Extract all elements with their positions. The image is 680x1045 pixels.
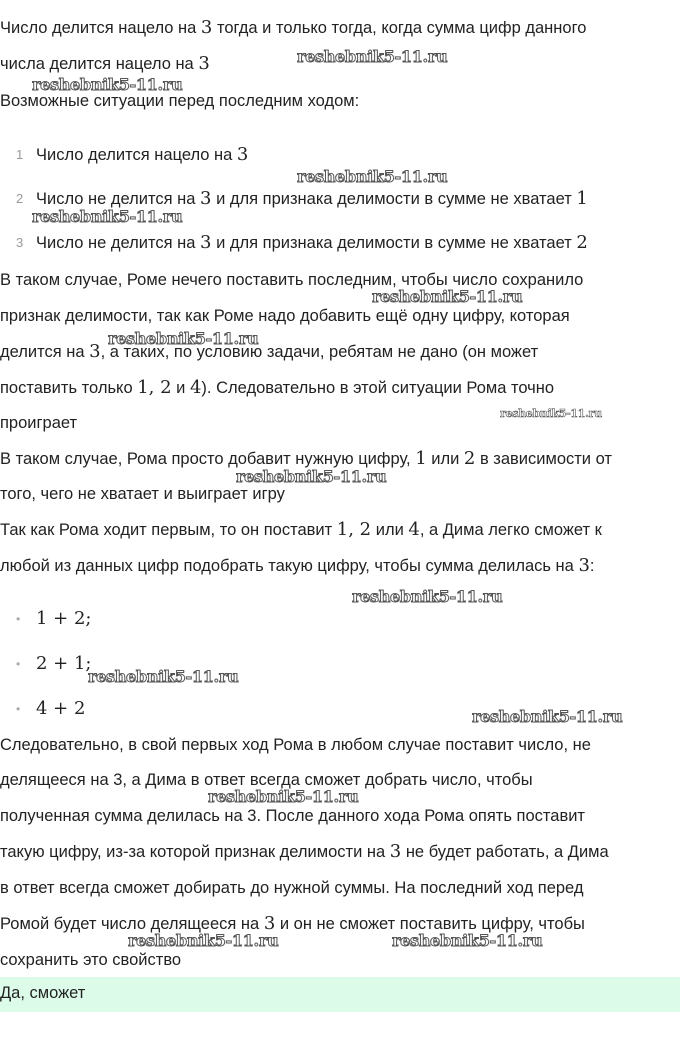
bullet-list-item (36, 698, 85, 720)
watermark: reshebnik5-11.ru (372, 287, 523, 306)
math-expression: 3 (236, 144, 249, 165)
bullet-icon: • (16, 657, 21, 671)
text-segment: поставить только (0, 379, 138, 397)
math-expression: 4 (408, 519, 420, 540)
math-expression: 4 + 2 (36, 698, 86, 719)
text-line (0, 412, 77, 434)
watermark: reshebnik5-11.ru (108, 329, 259, 348)
text-segment: , а таких, по условию задачи, ребятам не дано (он может (100, 343, 539, 361)
math-expression: 2 + 1; (36, 653, 92, 674)
math-expression: 3 (578, 555, 590, 576)
math-expression: 1 (576, 188, 588, 209)
text-segment: ). Следовательно в этой ситуации Рома точно (201, 379, 555, 397)
text-segment: Число делится нацело на (0, 19, 201, 37)
answer-box (0, 977, 680, 1012)
watermark: reshebnik5-11.ru (500, 407, 602, 420)
text-segment: Следовательно, в свой первых ход Рома в любом случае поставит число, не (0, 736, 591, 754)
watermark: reshebnik5-11.ru (88, 667, 239, 686)
math-expression: 2 (576, 232, 588, 253)
text-segment: или (426, 450, 464, 468)
math-expression: 3 (89, 341, 101, 362)
text-segment: того, чего не хватает и выиграет игру (0, 485, 285, 503)
answer-text: Да, сможет (0, 984, 86, 1002)
text-segment: Число не делится на (36, 234, 201, 252)
text-line (0, 555, 594, 577)
text-line (0, 841, 609, 863)
text-segment: и для признака делимости в сумме не хватает (211, 234, 577, 252)
text-line (0, 949, 181, 971)
text-segment: , а Дима легко сможет к (419, 521, 602, 539)
text-segment: Число делится нацело на (36, 146, 237, 164)
watermark: reshebnik5-11.ru (297, 47, 448, 66)
list-number: 3 (16, 235, 24, 250)
text-segment: Возможные ситуации перед последним ходом: (0, 92, 360, 110)
text-segment: в ответ всегда сможет добирать до нужной суммы. На последний ход перед (0, 879, 584, 897)
text-segment: делящееся на 3, а Дима в ответ всегда сможет добрать число, чтобы (0, 771, 533, 789)
math-expression: 3 (200, 188, 212, 209)
text-line (0, 53, 210, 75)
text-line (0, 805, 585, 827)
watermark: reshebnik5-11.ru (208, 787, 359, 806)
text-segment: или (371, 521, 409, 539)
bullet-list-item (36, 653, 92, 675)
text-line (0, 305, 570, 327)
text-segment: полученная сумма делилась на 3. После данного хода Рома опять поставит (0, 807, 585, 825)
text-segment: делится на (0, 343, 90, 361)
math-expression: 1, 2 (137, 377, 172, 398)
math-expression: 3 (200, 17, 213, 38)
math-expression: 1 + 2; (36, 608, 92, 629)
text-line (0, 17, 586, 39)
text-segment: сохранить это свойство (0, 951, 182, 969)
math-expression: 3 (198, 53, 210, 74)
text-segment: В таком случае, Роме нечего поставить последним, чтобы число сохранило (0, 271, 584, 289)
text-segment: : (589, 557, 595, 575)
watermark: reshebnik5-11.ru (352, 587, 503, 606)
watermark: reshebnik5-11.ru (472, 707, 623, 726)
math-expression: 4 (189, 377, 202, 398)
text-line (0, 734, 591, 756)
text-line (0, 519, 602, 541)
math-expression: 1, 2 (336, 519, 372, 540)
text-line (0, 877, 584, 899)
text-segment: проиграет (0, 414, 78, 432)
text-line (0, 483, 285, 505)
list-number: 1 (16, 147, 24, 162)
math-expression: 1 (415, 448, 427, 469)
math-expression: 3 (200, 232, 212, 253)
ordered-list-item (36, 144, 248, 166)
text-segment: В таком случае, Рома просто добавит нужную цифру, (0, 450, 416, 468)
text-segment: в зависимости от (475, 450, 612, 468)
text-segment: Число не делится на (36, 190, 201, 208)
watermark: reshebnik5-11.ru (32, 207, 183, 226)
text-segment: и (171, 379, 190, 397)
text-segment: тогда и только тогда, когда сумма цифр данного (212, 19, 587, 37)
text-segment: и он не сможет поставить цифру, чтобы (275, 915, 585, 933)
text-segment: признак делимости, так как Роме надо добавить ещё одну цифру, которая (0, 307, 570, 325)
list-number: 2 (16, 191, 24, 206)
watermark: reshebnik5-11.ru (128, 931, 279, 950)
math-expression: 3 (389, 841, 402, 862)
text-segment: Так как Рома ходит первым, то он поставит (0, 521, 337, 539)
text-segment: не будет работать, а Дима (401, 843, 609, 861)
text-line (0, 377, 554, 399)
ordered-list-item (36, 232, 588, 254)
text-segment: Ромой будет число делящееся на (0, 915, 264, 933)
watermark: reshebnik5-11.ru (32, 75, 183, 94)
text-segment: числа делится нацело на (0, 55, 199, 73)
bullet-icon: • (16, 612, 21, 626)
watermark: reshebnik5-11.ru (236, 467, 387, 486)
watermark: reshebnik5-11.ru (297, 167, 448, 186)
bullet-list-item (36, 608, 92, 630)
text-segment: и для признака делимости в сумме не хватает (211, 190, 577, 208)
text-segment: любой из данных цифр подобрать такую цифру, чтобы сумма делилась на (0, 557, 579, 575)
math-expression: 3 (263, 913, 276, 934)
text-segment: такую цифру, из-за которой признак делимости на (0, 843, 390, 861)
bullet-icon: • (16, 702, 21, 716)
math-expression: 2 (463, 448, 476, 469)
watermark: reshebnik5-11.ru (392, 931, 543, 950)
text-line (0, 341, 538, 363)
